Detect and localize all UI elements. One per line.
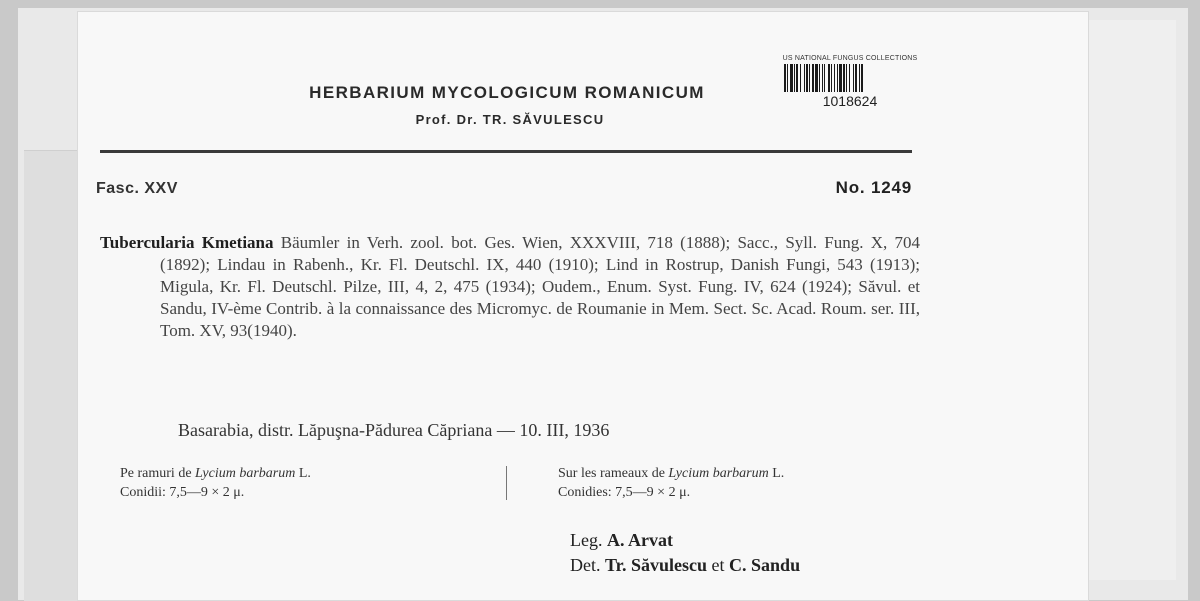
- host-description-ro: [120, 464, 490, 502]
- barcode-bars: [784, 64, 916, 92]
- literature-references: Bäumler in Verh. zool. bot. Ges. Wien, XXXVIII, 718 (1888); Sacc., Syll. Fung. X, 704 (1892); Lindau in Rabenh., Kr. Fl. Deutschl. IX, 440 (1910); Lind in Rostrup, Danish Fungi, 543 (1913); Migula, Kr. Fl. Deutschl. Pilze, III, 4, 2, 475 (1934); Oudem., Enum. Syst. Fung. IV, 624 (1924); Săvul. et Sandu, IV-ème Contrib. à la connaissance des Micromyc. de Roumanie in Mem. Sect. Sc. Acad. Roum. ser. III, Tom. XV, 93(1940).: [160, 233, 921, 340]
- species-name: Tubercularia Kmetiana: [100, 233, 274, 252]
- host-species-ro: Lycium barbarum: [195, 466, 296, 481]
- barcode-label: [780, 55, 920, 125]
- determiner-name-1: Tr. Săvulescu: [605, 555, 708, 575]
- host-description-fr: [558, 464, 958, 502]
- determinavit-line: Det. Tr. Săvulescu et C. Sandu: [570, 555, 801, 575]
- determiner-name-2: C. Sandu: [729, 555, 801, 575]
- barcode-caption: US NATIONAL FUNGUS COLLECTIONS: [782, 55, 918, 62]
- collector-name: A. Arvat: [606, 530, 673, 550]
- header-rule: [100, 150, 912, 153]
- host-species-fr: Lycium barbarum: [668, 466, 769, 481]
- host-line-fr: Sur les rameaux de Lycium barbarum L.: [558, 466, 785, 481]
- host-line-ro: Pe ramuri de Lycium barbarum L.: [120, 466, 311, 481]
- folder-right-edge: [1080, 20, 1176, 580]
- conidia-ro: Conidii: 7,5—9 × 2 μ.: [120, 485, 245, 500]
- legit-line: Leg. A. Arvat: [570, 530, 673, 550]
- conidia-fr: Conidies: 7,5—9 × 2 μ.: [558, 485, 691, 500]
- collection-locality: Basarabia, distr. Lăpuşna-Pădurea Căpriana — 10. III, 1936: [178, 420, 610, 440]
- fascicle-label: Fasc. XXV: [96, 180, 178, 197]
- specimen-number: No. 1249: [835, 178, 912, 197]
- barcode-number: 1018624: [822, 93, 878, 109]
- herbarium-name: HERBARIUM MYCOLOGICUM ROMANICUM: [309, 83, 705, 102]
- herbarium-director: Prof. Dr. TR. SĂVULESCU: [415, 112, 605, 127]
- taxon-citation: [100, 232, 920, 342]
- column-divider: [506, 466, 507, 500]
- collector-determiner: [570, 528, 970, 578]
